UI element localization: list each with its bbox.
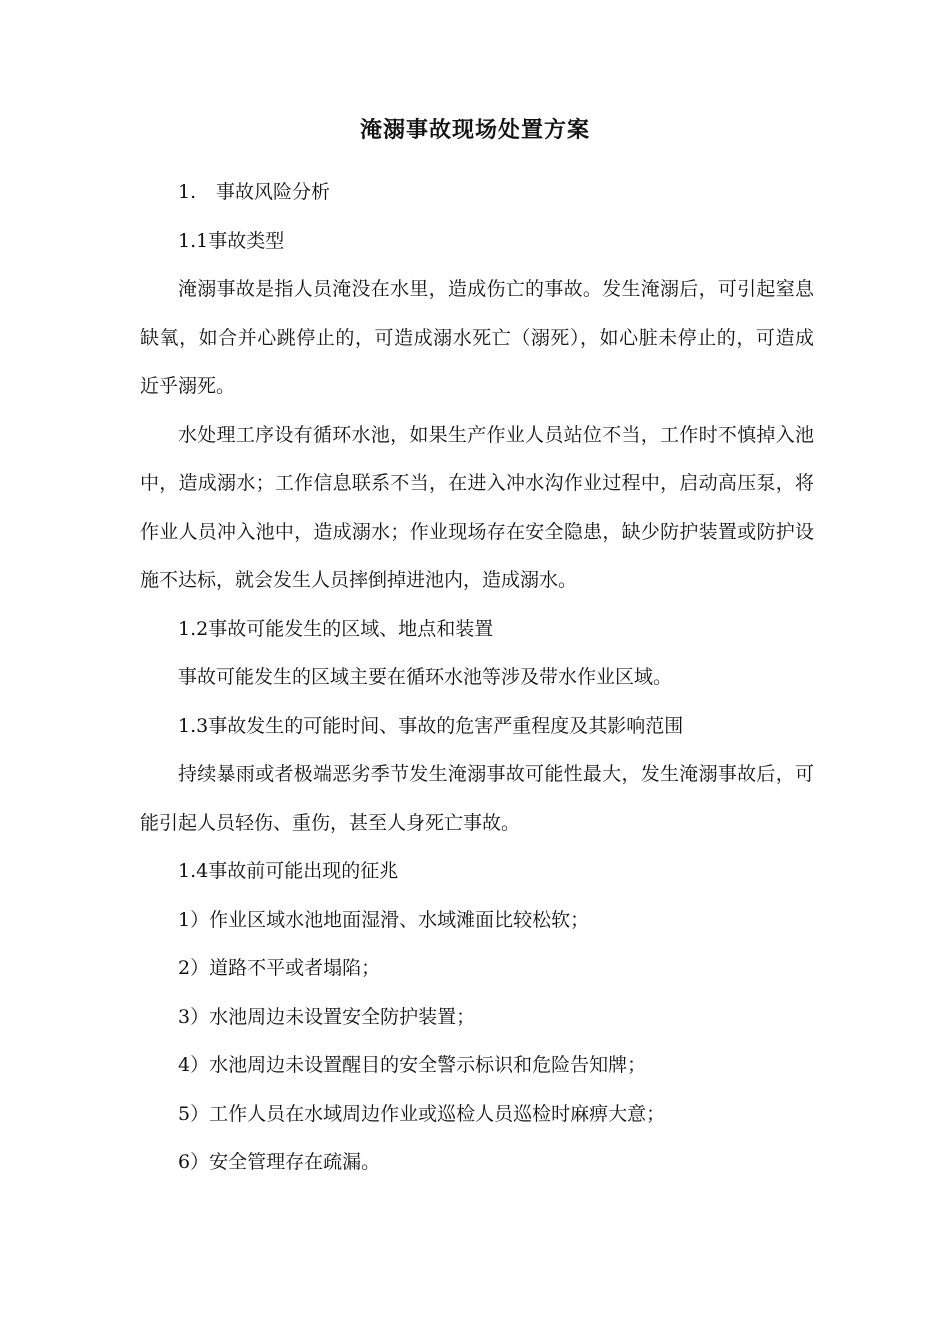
list-item: 3）水池周边未设置安全防护装置； bbox=[178, 1005, 476, 1028]
paragraph-accident-severity: 持续暴雨或者极端恶劣季节发生淹溺事故可能性最大，发生淹溺事故后，可能引起人员轻伤、重伤，甚至人身死亡事故。 bbox=[140, 763, 814, 834]
document-body bbox=[140, 168, 814, 1187]
list-item: 6）安全管理存在疏漏。 bbox=[178, 1151, 381, 1173]
section-title-1: 事故风险分析 bbox=[216, 181, 331, 203]
subsection-heading-1-3: 1.3事故发生的可能时间、事故的危害严重程度及其影响范围 bbox=[178, 714, 684, 737]
subsection-heading-1-4: 1.4事故前可能出现的征兆 bbox=[178, 860, 399, 882]
section-heading-1 bbox=[140, 168, 814, 217]
section-number-1: 1. bbox=[178, 181, 197, 203]
paragraph-drowning-definition: 淹溺事故是指人员淹没在水里，造成伤亡的事故。发生淹溺后，可引起窒息缺氧，如合并心跳停止的，可造成溺水死亡（溺死），如心脏未停止的，可造成近乎溺死。 bbox=[140, 278, 814, 397]
document-title: 淹溺事故现场处置方案 bbox=[359, 117, 590, 143]
list-item: 2）道路不平或者塌陷； bbox=[178, 957, 381, 979]
list-item: 4）水池周边未设置醒目的安全警示标识和危险告知牌； bbox=[178, 1054, 647, 1076]
subsection-heading-1-1: 1.1事故类型 bbox=[178, 229, 285, 252]
paragraph-accident-area: 事故可能发生的区域主要在循环水池等涉及带水作业区域。 bbox=[178, 666, 673, 688]
subsection-heading-1-2: 1.2事故可能发生的区域、地点和装置 bbox=[178, 617, 494, 640]
list-item: 5）工作人员在水域周边作业或巡检人员巡检时麻痹大意； bbox=[178, 1102, 666, 1125]
list-item: 1）作业区域水池地面湿滑、水域滩面比较松软； bbox=[178, 908, 590, 931]
paragraph-water-treatment-risks: 水处理工序设有循环水池，如果生产作业人员站位不当，工作时不慎掉入池中，造成溺水；工作信息联系不当，在进入冲水沟作业过程中，启动高压泵，将作业人员冲入池中，造成溺水；作业现场存在安全隐患，缺少防护装置或防护设施不达标，就会发生人员摔倒掉进池内，造成溺水。 bbox=[140, 423, 814, 591]
